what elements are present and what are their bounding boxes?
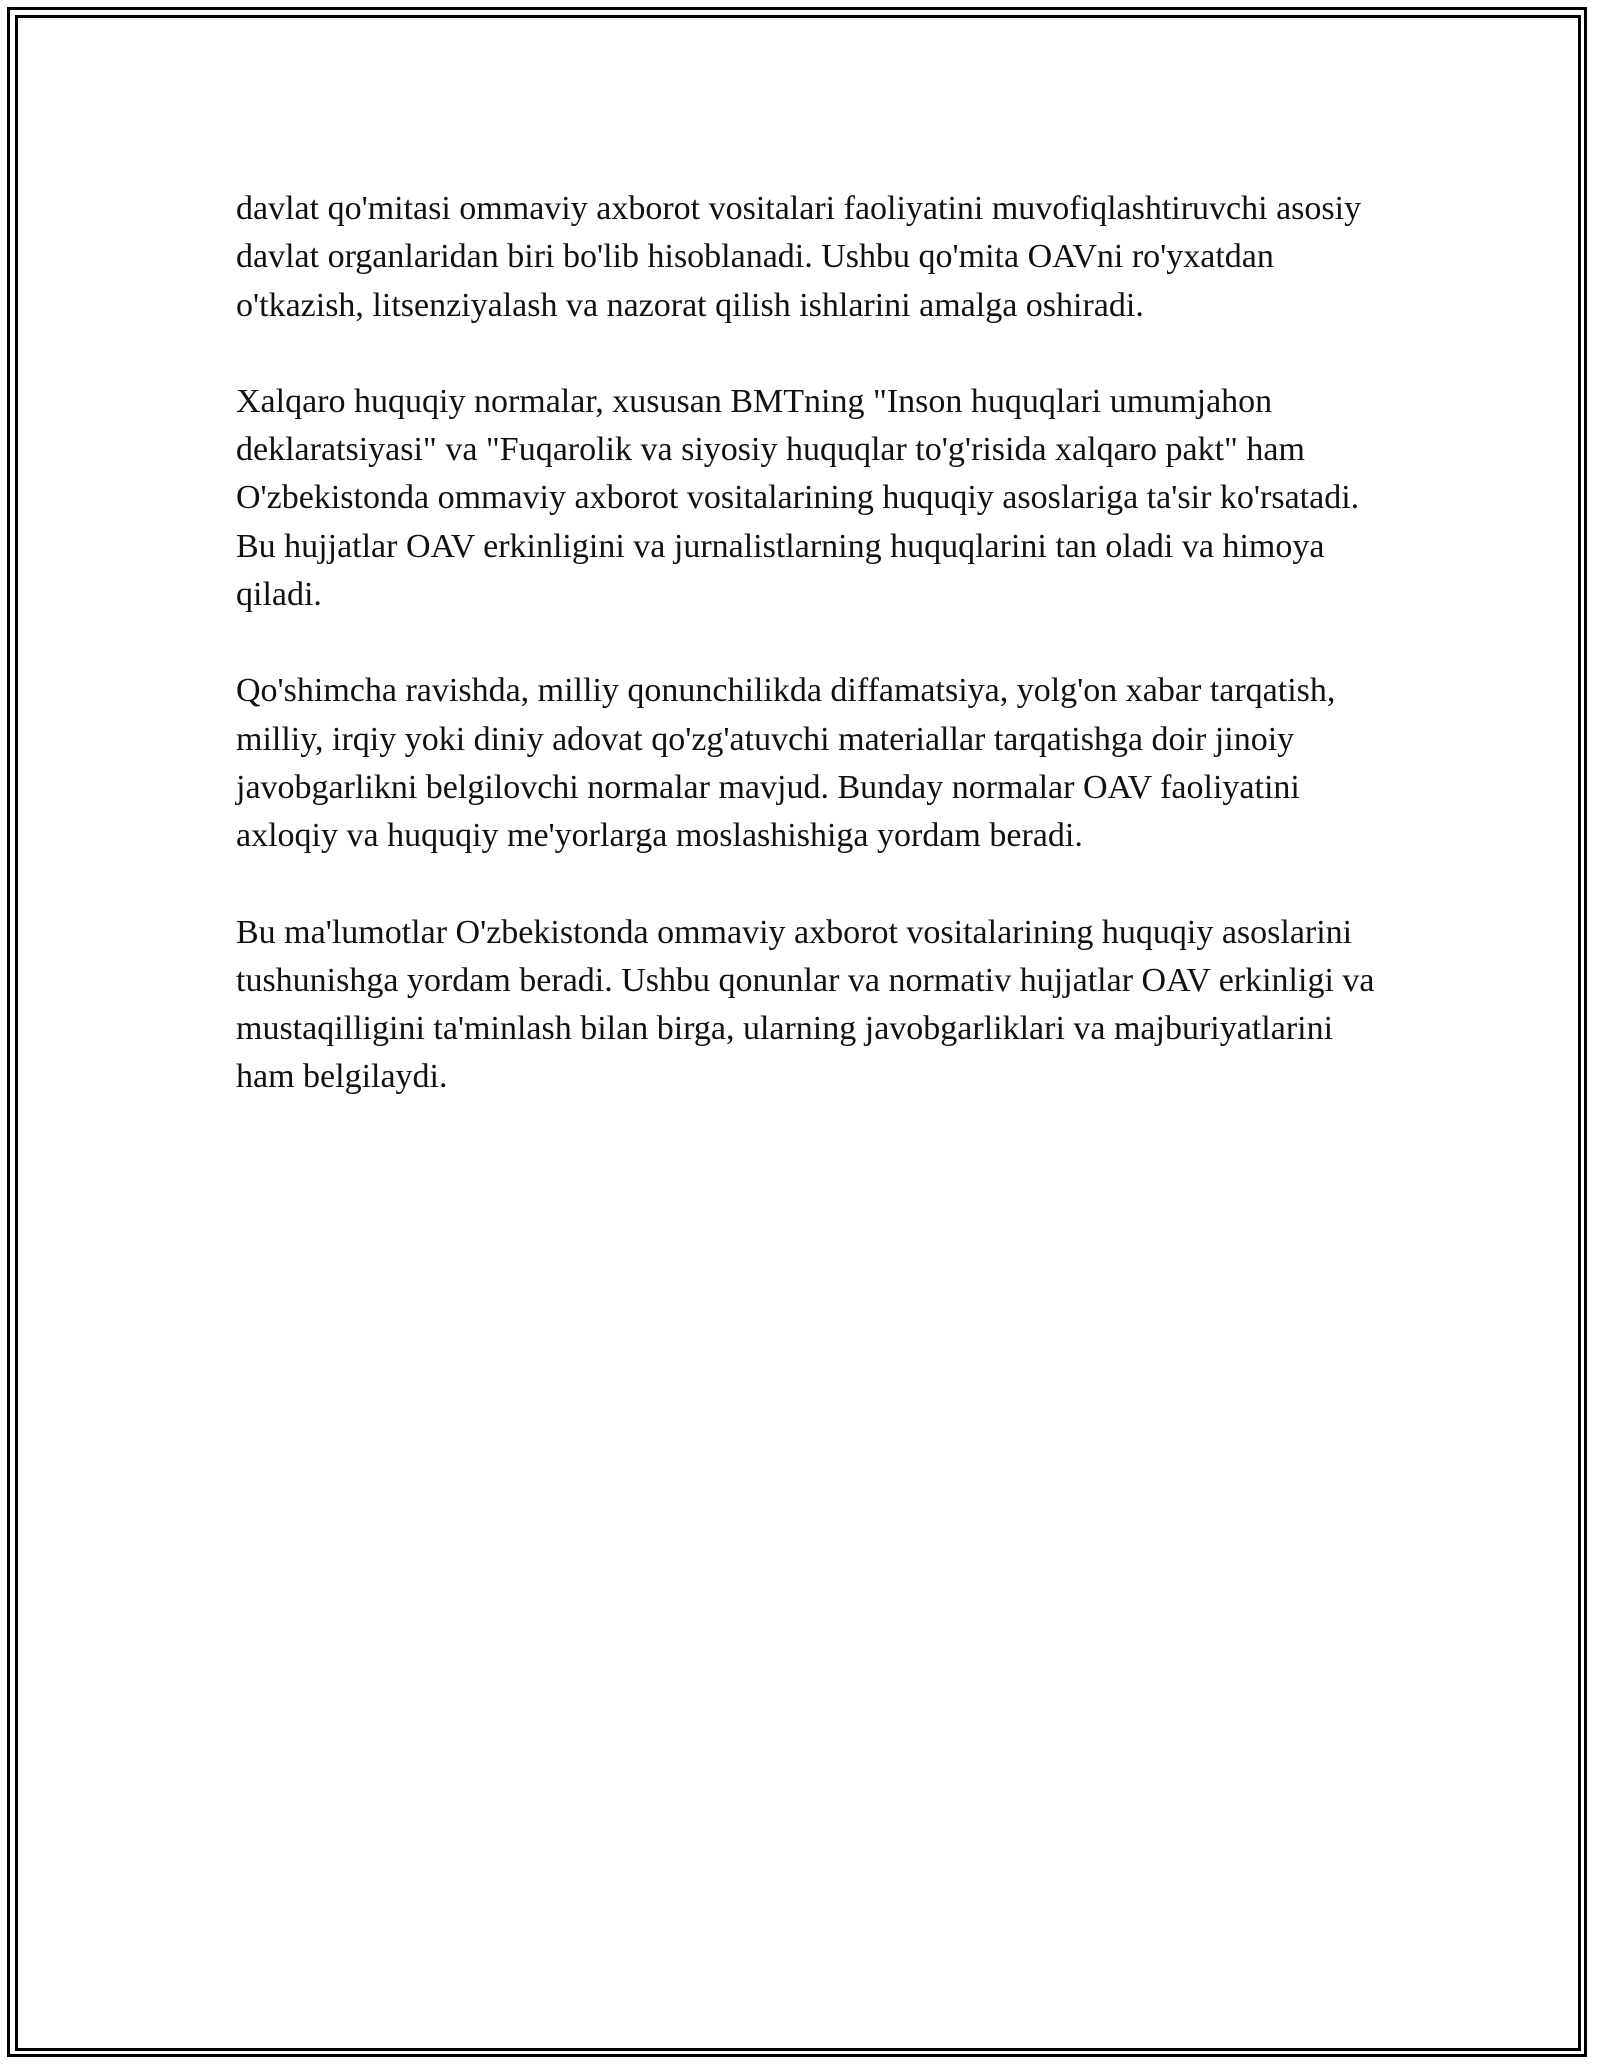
document-body bbox=[236, 185, 1376, 1150]
paragraph-2: Xalqaro huquqiy normalar, xususan BMTning "Inson huquqlari umumjahon deklaratsiyasi" va "Fuqarolik va siyosiy huquqlar to'g'risida xalqaro pakt" ham O'zbekistonda ommaviy axborot vositalarining huquqiy asoslariga ta'sir ko'rsatadi. Bu hujjatlar OAV erkinligini va jurnalistlarning huquqlarini tan oladi va himoya qiladi. bbox=[236, 382, 1360, 614]
paragraph-1: davlat qo'mitasi ommaviy axborot vositalari faoliyatini muvofiqlashtiruvchi asosiy davlat organlaridan biri bo'lib hisoblanadi. Ushbu qo'mita OAVni ro'yxatdan o'tkazish, litsenziyalash va nazorat qilish ishlarini amalga oshiradi. bbox=[236, 190, 1362, 324]
paragraph-4: Bu ma'lumotlar O'zbekistonda ommaviy axborot vositalarining huquqiy asoslarini tushunishga yordam beradi. Ushbu qonunlar va normativ hujjatlar OAV erkinligi va mustaqilligini ta'minlash bilan birga, ularning javobgarliklari va majburiyatlarini ham belgilaydi. bbox=[236, 913, 1375, 1096]
paragraph-3: Qo'shimcha ravishda, milliy qonunchilikda diffamatsiya, yolg'on xabar tarqatish, milliy, irqiy yoki diniy adovat qo'zg'atuvchi materiallar tarqatishga doir jinoiy javobgarlikni belgilovchi normalar mavjud. Bunday normalar OAV faoliyatini axloqiy va huquqiy me'yorlarga moslashishiga yordam beradi. bbox=[236, 672, 1336, 855]
